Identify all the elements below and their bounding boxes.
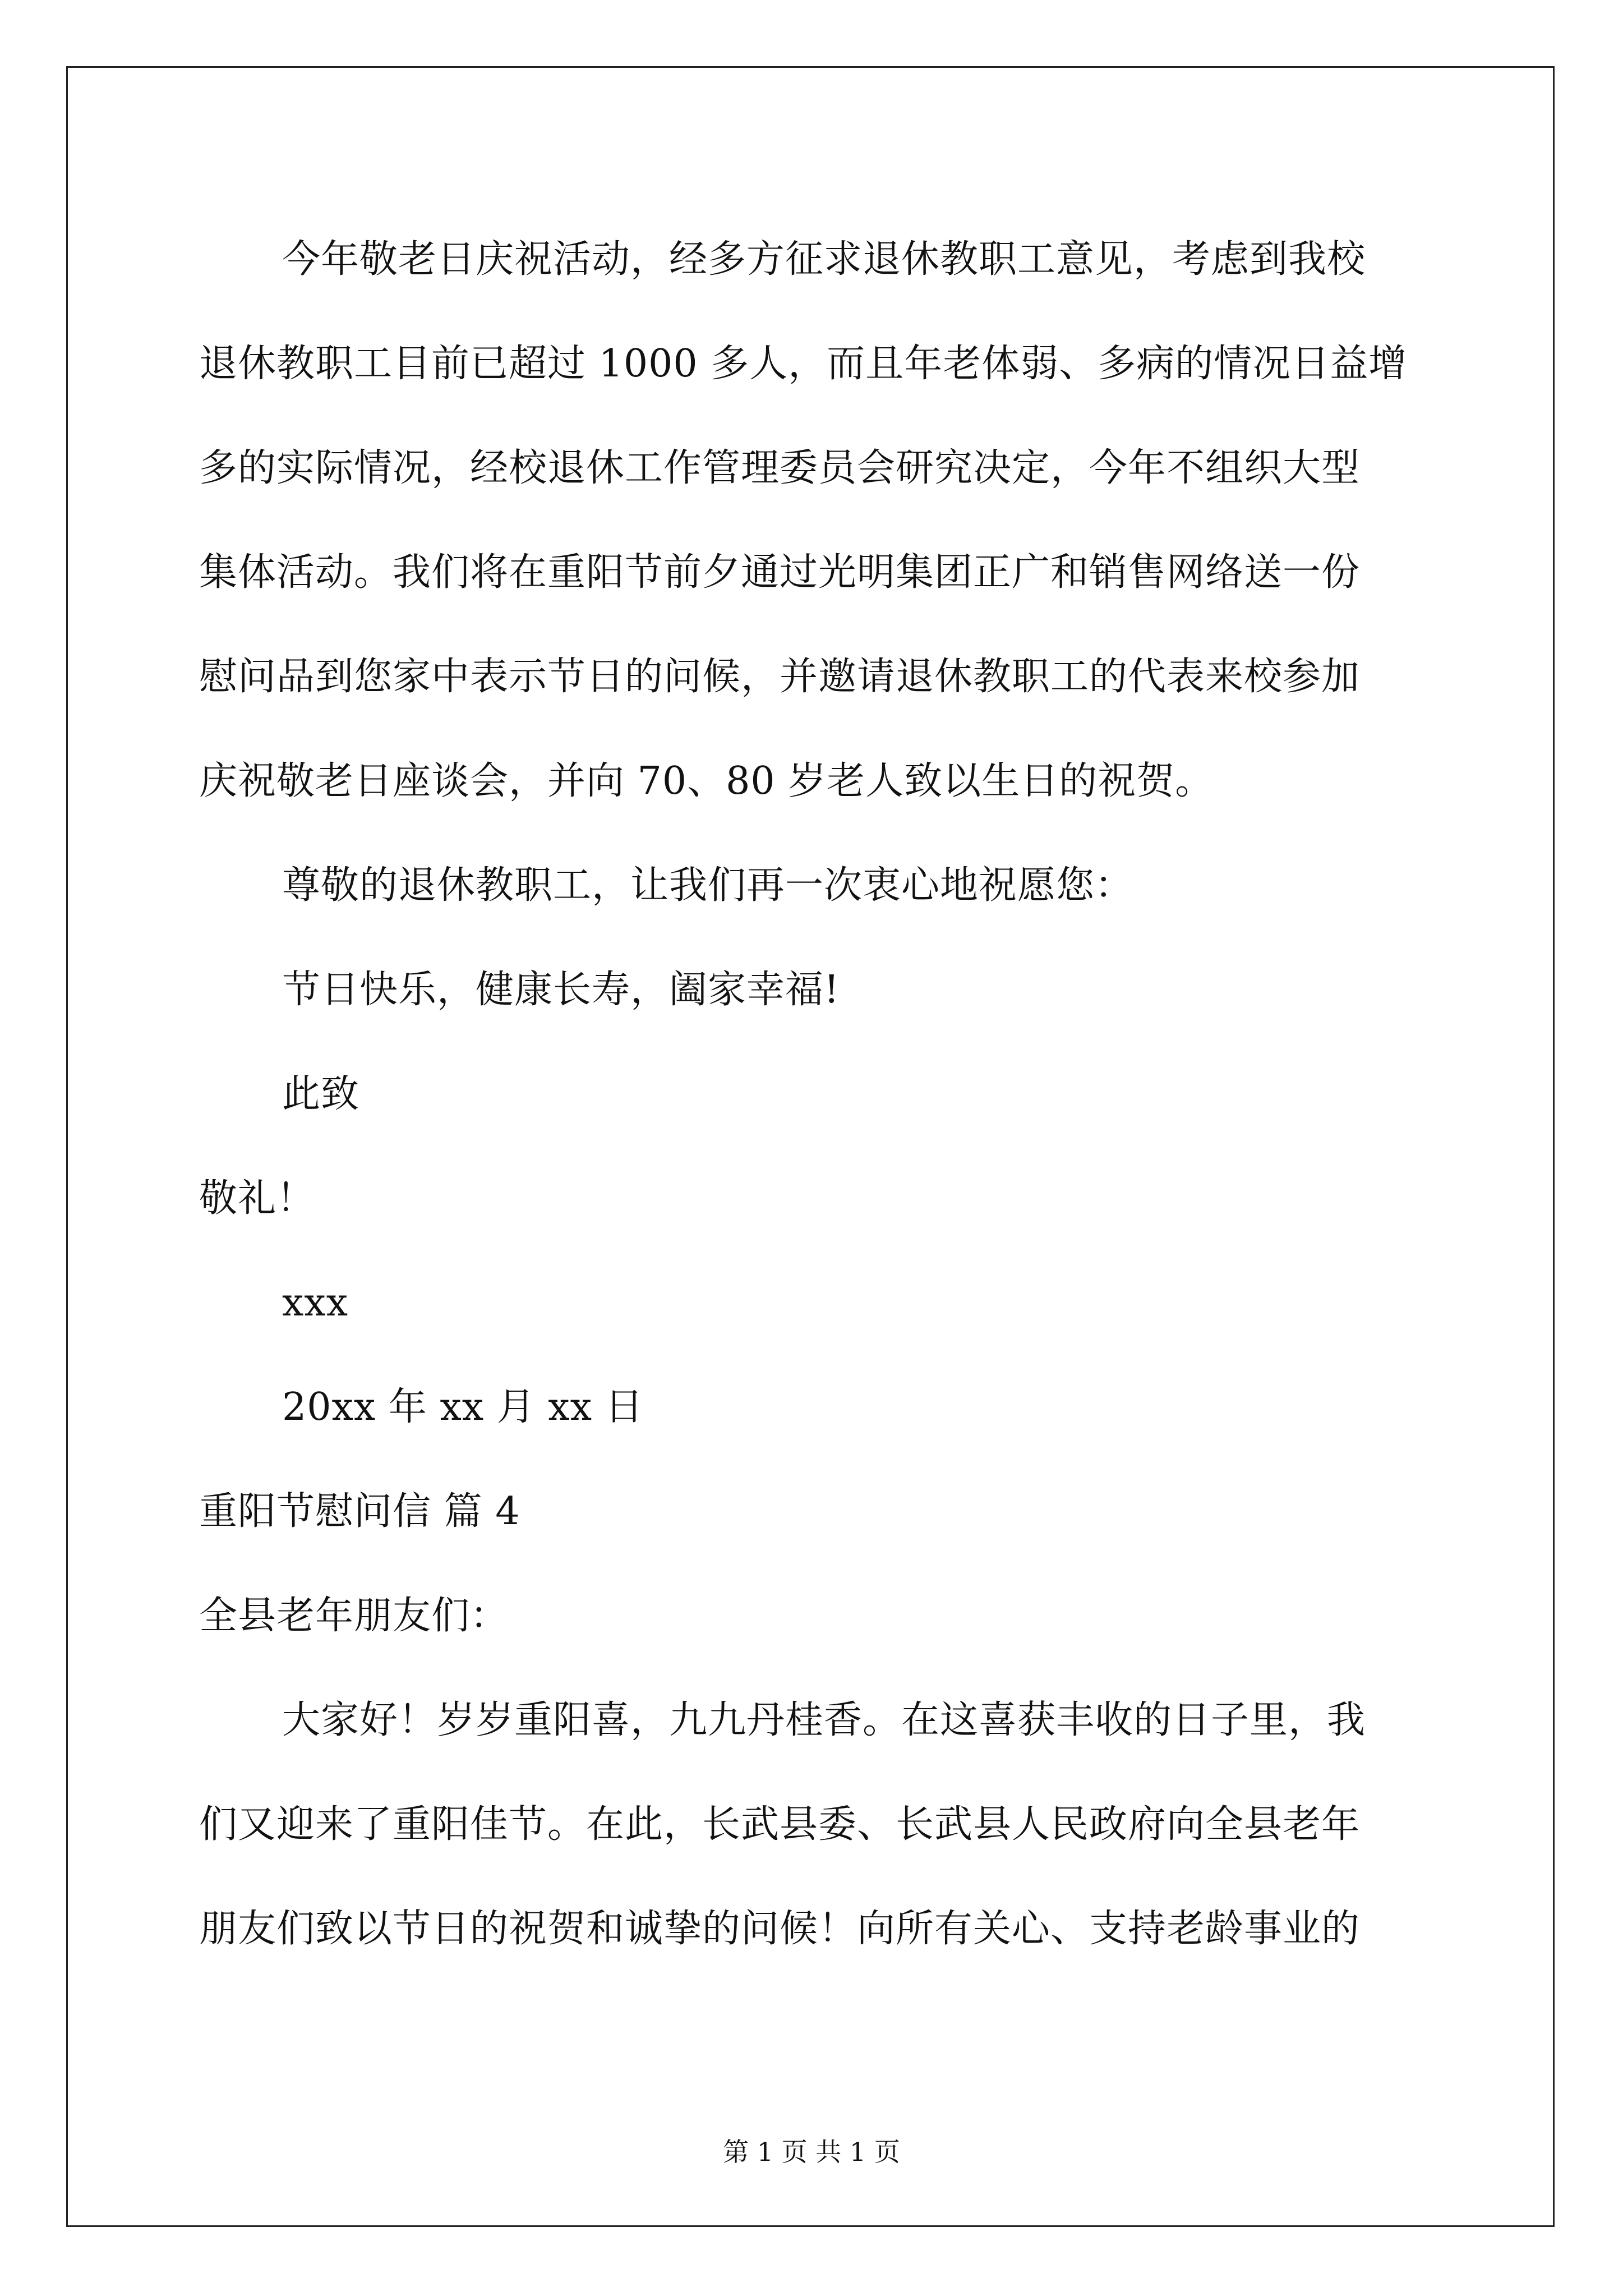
signature: [199, 1251, 1433, 1355]
paragraph-line: 尊敬的退休教职工，让我们再一次衷心地祝愿您：: [282, 863, 1134, 908]
date: [199, 1355, 1433, 1460]
paragraph-line: 朋友们致以节日的祝贺和诚挚的问候！向所有关心、支持老龄事业的: [199, 1907, 1361, 1951]
paragraph-line: xxx: [282, 1281, 349, 1325]
document-body: [199, 208, 1433, 1981]
paragraph-line: 大家好！岁岁重阳喜，九九丹桂香。在这喜获丰收的日子里，我: [282, 1698, 1366, 1742]
paragraph-3: [199, 1668, 1433, 1981]
paragraph-2: [199, 834, 1433, 938]
paragraph-line: 慰问品到您家中表示节日的问候，并邀请退休教职工的代表来校参加: [199, 655, 1361, 699]
salutation: [199, 1564, 1433, 1668]
page-footer: 第 1 页 共 1 页: [723, 2137, 900, 2167]
greeting-wish: [199, 938, 1433, 1042]
paragraph-line: 全县老年朋友们：: [199, 1594, 509, 1638]
paragraph-1: [199, 208, 1433, 834]
paragraph-line: 集体活动。我们将在重阳节前夕通过光明集团正广和销售网络送一份: [199, 550, 1361, 595]
paragraph-line: 庆祝敬老日座谈会，并向 70、80 岁老人致以生日的祝贺。: [199, 759, 1214, 803]
closing-jingli: [199, 1147, 1433, 1251]
paragraph-line: 敬礼！: [199, 1176, 316, 1221]
paragraph-line: 们又迎来了重阳佳节。在此，长武县委、长武县人民政府向全县老年: [199, 1802, 1361, 1847]
paragraph-line: 退休教职工目前已超过 1000 多人，而且年老体弱、多病的情况日益增: [199, 342, 1408, 386]
paragraph-line: 此致: [282, 1072, 360, 1116]
paragraph-line: 多的实际情况，经校退休工作管理委员会研究决定，今年不组织大型: [199, 446, 1361, 490]
section-heading: [199, 1460, 1433, 1564]
closing-cizhi: [199, 1042, 1433, 1147]
paragraph-line: 20xx 年 xx 月 xx 日: [282, 1385, 644, 1429]
paragraph-line: 重阳节慰问信 篇 4: [199, 1489, 520, 1534]
paragraph-line: 今年敬老日庆祝活动，经多方征求退休教职工意见，考虑到我校: [282, 237, 1366, 282]
paragraph-line: 节日快乐，健康长寿，阖家幸福!: [282, 968, 840, 1012]
